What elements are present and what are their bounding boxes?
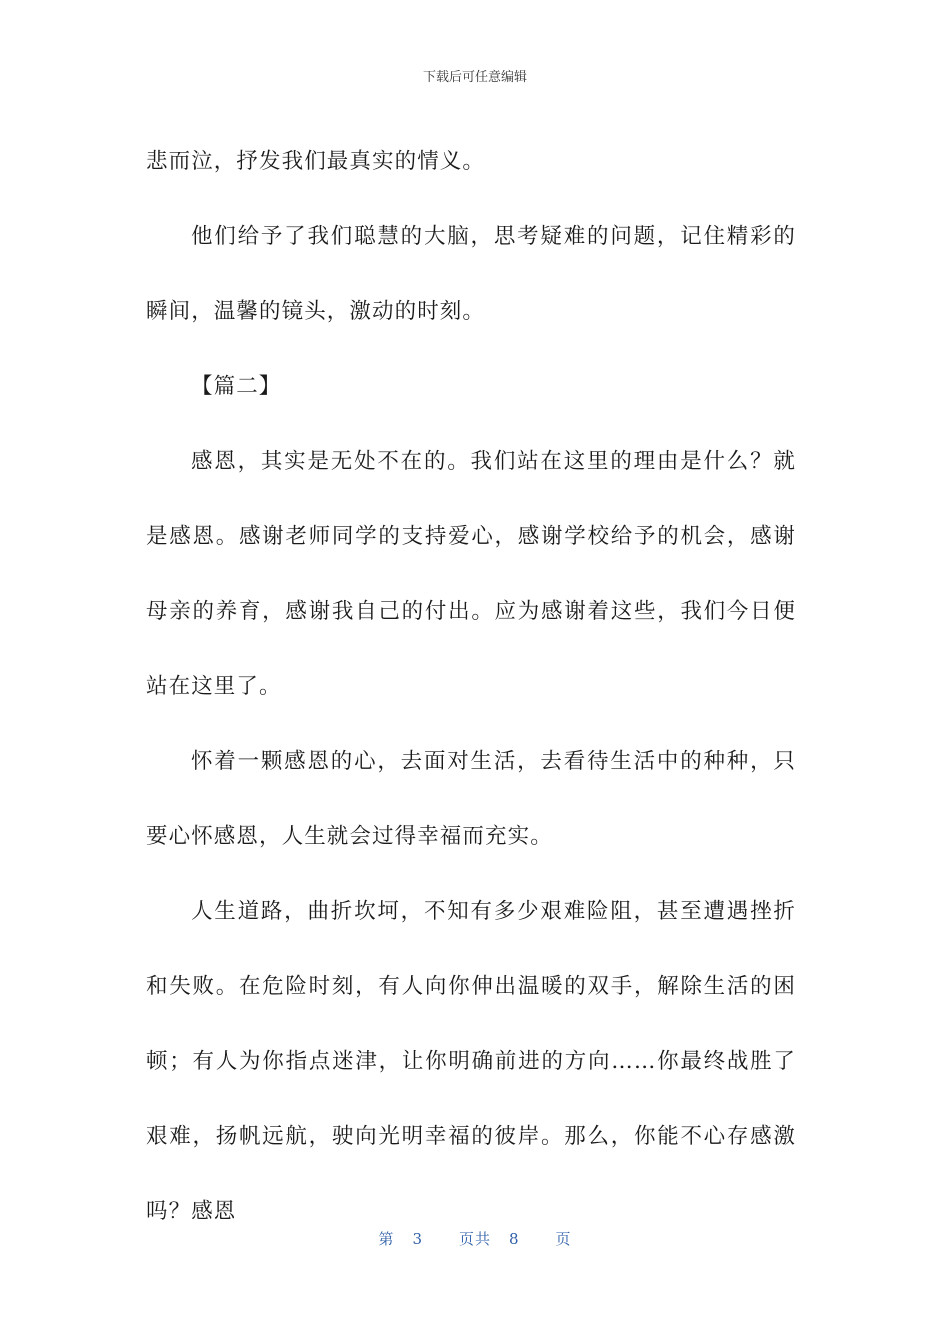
section-heading: 【篇二】	[191, 374, 282, 399]
paragraph-3: 感恩，其实是无处不在的。我们站在这里的理由是什么？就是感恩。感谢老师同学的支持爱心，感谢学校给予的机会，感谢母亲的养育，感谢我自己的付出。应为感谢着这些，我们今日便站在这里了。	[146, 449, 796, 699]
paragraph-4: 怀着一颗感恩的心，去面对生活，去看待生活中的种种，只要心怀感恩，人生就会过得幸福而充实。	[146, 749, 796, 849]
page-footer	[0, 1228, 950, 1249]
header-note: 下载后可任意编辑	[422, 70, 527, 85]
document-body	[146, 124, 796, 1249]
paragraph-1: 悲而泣，抒发我们最真实的情义。	[146, 149, 486, 174]
footer-mid: 页共	[458, 1230, 491, 1248]
paragraph-2: 他们给予了我们聪慧的大脑，思考疑难的问题，记住精彩的瞬间，温馨的镜头，激动的时刻。	[146, 224, 796, 324]
total-pages-number: 8	[509, 1230, 520, 1248]
footer-suffix: 页	[555, 1230, 572, 1248]
paragraph-5: 人生道路，曲折坎坷，不知有多少艰难险阻，甚至遭遇挫折和失败。在危险时刻，有人向你伸出温暖的双手，解除生活的困顿；有人为你指点迷津，让你明确前进的方向……你最终战胜了艰难，扬帆远航，驶向光明幸福的彼岸。那么，你能不心存感激吗？感恩	[146, 899, 796, 1224]
footer-prefix: 第	[378, 1230, 395, 1248]
current-page-number: 3	[412, 1230, 423, 1248]
